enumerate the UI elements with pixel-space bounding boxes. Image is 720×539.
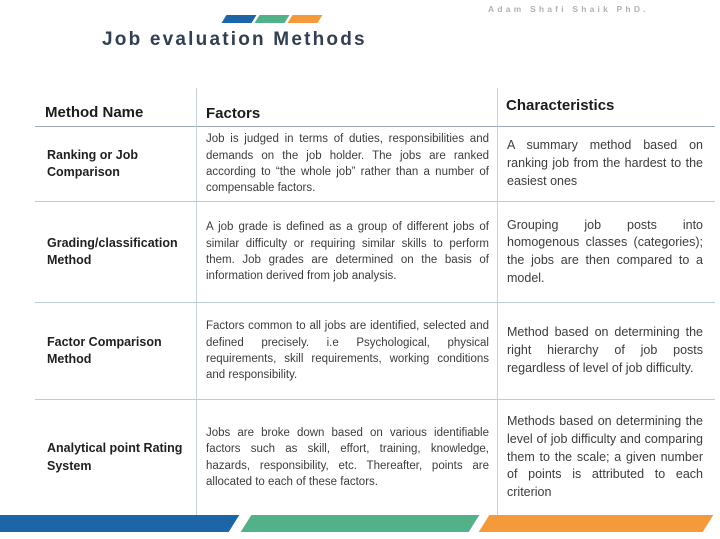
table-row-2-method — [35, 202, 196, 303]
method-name-text: Factor Comparison Method — [47, 334, 162, 366]
method-name-text: Analytical point Rating System — [47, 441, 183, 473]
footer-bar-green-icon — [241, 515, 480, 532]
table-row-4-method — [35, 400, 196, 515]
author-attribution: Adam Shafi Shaik PhD. — [488, 4, 649, 14]
slide-title: Job evaluation Methods — [102, 29, 367, 50]
table-row-3-characteristics — [497, 303, 715, 400]
column-header-method-name: Method Name — [35, 88, 196, 127]
table-row-1-factors — [196, 127, 497, 202]
footer-bar-orange-icon — [479, 515, 714, 532]
characteristics-text: Methods based on determining the level of job difficulty and comparing them to the scale; a given number of points is attributed to each criterion — [507, 414, 703, 500]
column-header-factors: Factors — [196, 88, 497, 127]
table-row-4-characteristics — [497, 400, 715, 515]
method-name-text: Grading/classification Method — [47, 235, 178, 267]
characteristics-text: Grouping job posts into homogenous classes (categories); the jobs are then compared to a model. — [507, 217, 703, 285]
deco-dash-orange-icon — [288, 15, 323, 23]
table-row-3-method — [35, 303, 196, 400]
method-name-text: Ranking or Job Comparison — [47, 147, 138, 179]
factors-text: Jobs are broke down based on various identifiable factors such as skill, effort, training, knowledge, hazards, responsibility, etc. Thereafter, points are allocated to each of these factors. — [206, 426, 489, 488]
factors-text: A job grade is defined as a group of different jobs of similar difficulty or requiring similar skills to perform them. Job grades are determined on the basis of information derived from job analysis. — [206, 221, 489, 283]
column-header-characteristics: Characteristics — [497, 88, 715, 127]
table-row-4-factors — [196, 400, 497, 515]
deco-dash-blue-icon — [222, 15, 257, 23]
deco-dash-green-icon — [255, 15, 290, 23]
table-row-3-factors — [196, 303, 497, 400]
characteristics-text: Method based on determining the right hierarchy of job posts regardless of level of job difficulty. — [507, 325, 703, 375]
table-row-2-factors — [196, 202, 497, 303]
factors-text: Factors common to all jobs are identified, selected and defined precisely. i.e Psychological, physical requirements, skill requirements, working conditions and responsibility. — [206, 320, 489, 382]
footer-bar-blue-icon — [0, 515, 239, 532]
table-row-2-characteristics — [497, 202, 715, 303]
job-evaluation-table — [35, 88, 715, 515]
factors-text: Job is judged in terms of duties, responsibilities and demands on the job holder. The jobs are ranked according to “the whole job” rather than a number of compensable factors. — [206, 133, 489, 195]
table-row-1-method — [35, 127, 196, 202]
characteristics-text: A summary method based on ranking job from the hardest to the easiest ones — [507, 138, 703, 188]
table-row-1-characteristics — [497, 127, 715, 202]
